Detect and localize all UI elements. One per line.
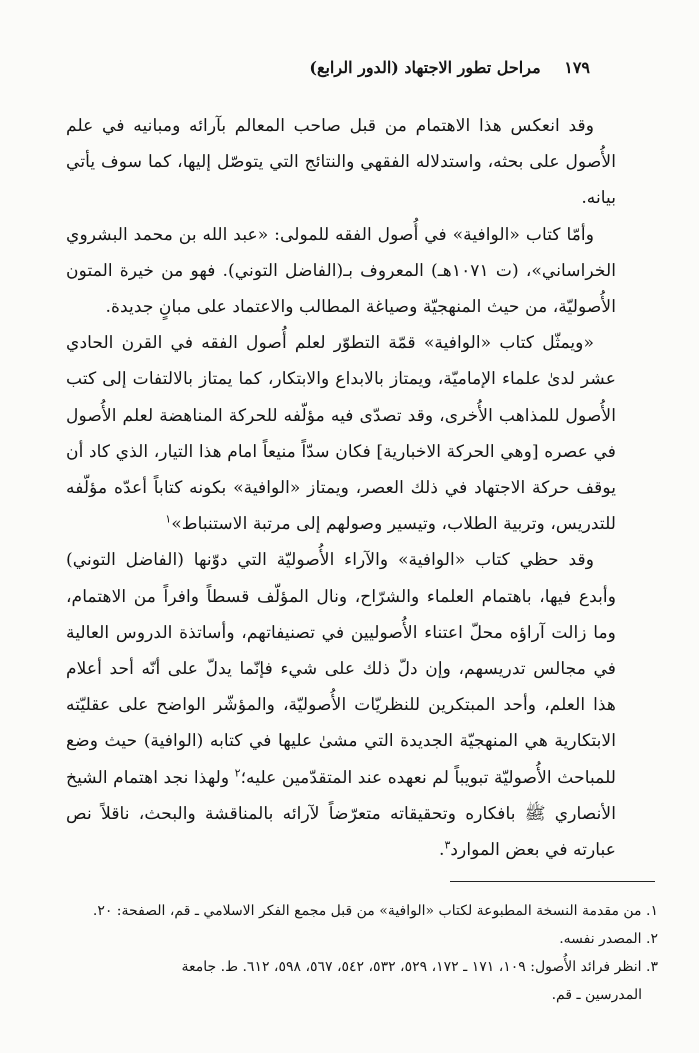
footnote-3-continuation: المدرسين ـ قم. (551, 987, 642, 1003)
paragraph-2: وأمّا كتاب «الوافية» في أُصول الفقه للمولى: «عبد الله بن محمد البشروي الخراساني»، (ت ١٠٧١هـ) المعروف بـ(الفاضل التوني). فهو من خيرة المتون الأُصوليّة، من حيث المنهجيّة وصياغة المطالب والاعتماد على مبانٍ جديدة. (66, 224, 616, 318)
running-title: مراحل تطور الاجتهاد (الدور الرابع) (309, 58, 541, 77)
page-number: ١٧٩ (564, 58, 590, 77)
paragraph-3-quote: «ويمثّل كتاب «الوافية» قمّة التطوّر لعلم أُصول الفقه في القرن الحادي عشر لدىٰ علماء الإماميّة، ويمتاز بالابداع والابتكار، كما يمتاز بالالتفات إلى كتب الأُصول للمذاهب الأُخرى، وقد تصدّى فيه مؤلّفه للحركة المناهضة لعلم الأُصول في عصره [وهي الحركة الاخبارية] فكان سدّاً منيعاً امام هذا التيار، الذي كاد أن يوقف حركة الاجتهاد في ذلك العصر، ويمتاز «الوافية» بكونه كتاباً أعدّه مؤلّفه للتدريس، وتربية الطلاب، وتيسير وصولهم إلى مرتبة الاستنباط»$^١$ (66, 333, 616, 535)
footnote-ref-2: ٢ (234, 765, 241, 779)
footnote-1: ١. من مقدمة النسخة المطبوعة لكتاب «الوافية» من قبل مجمع الفكر الاسلامي ـ قم، الصفحة: ٢٠. (92, 903, 658, 919)
footnote-3: ٣. انظر فرائد الأُصول: ١٠٩، ١٧١ ـ ١٧٢، ٥٢٩، ٥٣٢، ٥٤٢، ٥٦٧، ٥٩٨، ٦١٢. ط. جامعة (181, 959, 658, 975)
footnote-ref-1: ١ (165, 512, 172, 526)
paragraph-1: وقد انعكس هذا الاهتمام من قبل صاحب المعالم بآرائه ومبانيه في علم الأُصول على بحثه، واستدلاله الفقهي والنتائج التي يتوصّل إليها، كما سوف يأتي بيانه. (66, 116, 616, 209)
footnotes (48, 897, 658, 1009)
paragraph-4: وقد حظي كتاب «الوافية» والآراء الأُصوليّة التي دوّنها (الفاضل التوني) وأبدع فيها، باهتمام العلماء والشرّاح، ونال المؤلّف قسطاً وافراً من الاهتمام، وما زالت آراؤه محلّ اعتناء الأُصوليين في تصنيفاتهم، وأساتذة الدروس العالية في مجالس تدريسهم، وإن دلّ ذلك على شيء فإنّما يدلّ على أنّه أحد أعلام هذا العلم، وأحد المبتكرين للنظريّات الأُصوليّة، والمؤشّر الواضح على عقليّته الابتكارية هي المنهجيّة الجديدة التي مشىٰ عليها في كتابه (الوافية) حيث وضع للمباحث الأُصوليّة تبويباً لم نعهده عند المتقدّمين عليه؛$^٢$ ولهذا نجد اهتمام الشيخ الأنصاري ﷺ بافكاره وتحقيقاته متعرّضاً لآرائه بالمناقشة والبحث، ناقلاً نص عبارته في بعض الموارد$^٣$. (66, 550, 616, 861)
footnote-2: ٢. المصدر نفسه. (559, 931, 658, 947)
page-header (150, 58, 590, 77)
main-text (66, 108, 616, 868)
footnote-divider (450, 881, 655, 882)
footnote-ref-3: ٣ (444, 838, 451, 852)
